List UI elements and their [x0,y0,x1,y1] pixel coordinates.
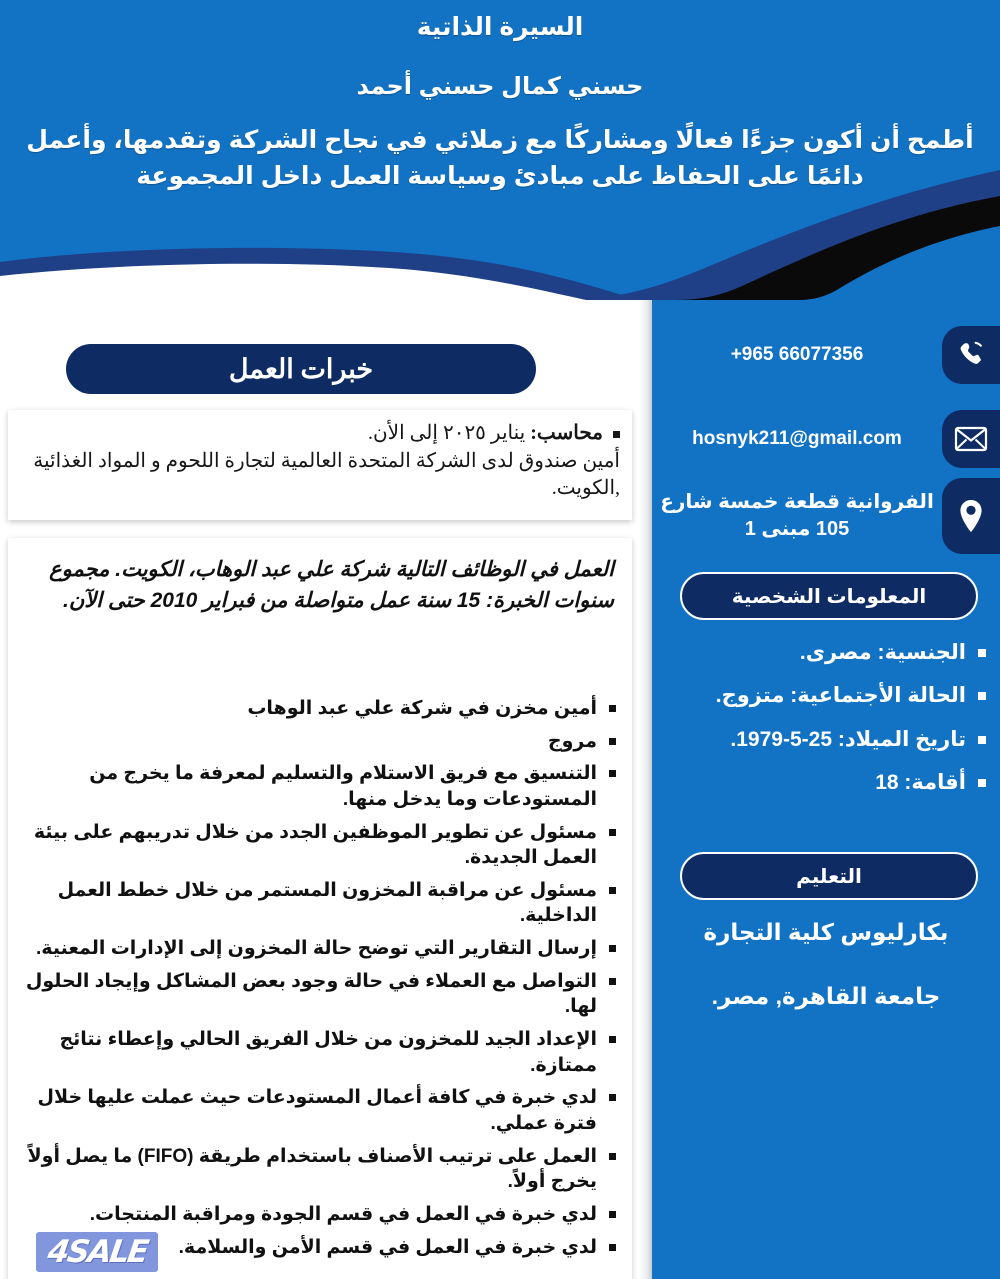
current-role-period: يناير ٢٠٢٥ إلى الأن. [367,422,526,444]
bullet-square [609,1153,616,1160]
bullet-square [978,649,986,657]
education-list [652,916,1000,1012]
experience-heading: خبرات العمل [66,344,536,394]
bullet-square [609,738,616,745]
personal-info-birthdate: تاريخ الميلاد: 25-5-1979. [730,727,966,751]
list-item [666,681,986,710]
list-item: إرسال التقارير التي توضح حالة المخزون إلى الإدارات المعنية. [10,936,616,962]
list-item: التنسيق مع فريق الاستلام والتسليم لمعرفة ما يخرج من المستودعات وما يدخل منها. [10,761,616,812]
list-item: مروج [10,729,616,755]
list-item: العمل على ترتيب الأصناف باستخدام طريقة (FIFO) ما يصل أولاً يخرج أولاً. [10,1144,616,1195]
bullet-square [613,431,620,438]
career-objective: أطمح أن أكون جزءًا فعالًا ومشاركًا مع زملائي في نجاح الشركة وتقدمها، وأعمل دائمًا على الحفاظ على مبادئ وسياسة العمل داخل المجموعة [26,126,974,190]
bullet-square [609,1036,616,1043]
bullet-square [609,770,616,777]
current-role-title: محاسب: [530,422,603,444]
list-item: مسئول عن مراقبة المخزون المستمر من خلال خطط العمل الداخلية. [10,878,616,929]
list-item [666,725,986,754]
watermark-label: 4SALE [45,1234,149,1270]
personal-info-nationality: الجنسية: مصرى. [799,641,966,664]
contact-row-address[interactable] [652,478,1000,554]
contact-row-email[interactable] [652,410,1000,468]
education-degree: بكارليوس كلية التجارة [703,919,949,945]
contact-row-phone[interactable] [652,326,1000,384]
bullet-square [609,1211,616,1218]
list-item: التواصل مع العملاء في حالة وجود بعض المشاكل وإيجاد الحلول لها. [10,969,616,1020]
bullet-square [609,1094,616,1101]
duties-list [10,696,616,1267]
list-item: مسئول عن تطوير الموظفين الجدد من خلال تدريبهم على بيئة العمل الجديدة. [10,820,616,871]
bullet-square [609,1244,616,1251]
bullet-square [609,705,616,712]
list-item [666,638,986,667]
bullet-square [978,736,986,744]
education-university: جامعة القاهرة, مصر. [711,983,941,1010]
phone-icon [942,326,1000,384]
current-role-description: أمين صندوق لدى الشركة المتحدة العالمية لتجارة اللحوم و المواد الغذائية ,الكويت. [33,449,620,500]
main-content [0,300,640,1279]
bullet-square [609,829,616,836]
education-heading: التعليم [680,852,978,900]
list-item: لدي خبرة في كافة أعمال المستودعات حيث عملت عليها خلال فترة عملي. [10,1085,616,1136]
phone-number: +965 66077356 [730,344,864,366]
bullet-square [609,945,616,952]
column-divider [638,300,652,1279]
candidate-name: حسني كمال حسني أحمد [356,73,644,100]
experience-summary: العمل في الوظائف التالية شركة علي عبد الوهاب، الكويت. مجموع سنوات الخبرة: 15 سنة عمل متواصلة من فبراير 2010 حتى الآن. [49,558,614,613]
current-role-title-line [14,420,620,448]
4sale-watermark [36,1232,158,1272]
personal-info-list [652,638,1000,812]
personal-info-residency: أقامة: 18 [875,771,966,795]
list-item: لدي خبرة في العمل في قسم الجودة ومراقبة المنتجات. [10,1202,616,1228]
bullet-square [609,887,616,894]
personal-info-heading: المعلومات الشخصية [680,572,978,620]
current-role-entry [14,420,620,503]
email-icon [942,410,1000,468]
cv-title: السيرة الذاتية [416,13,584,41]
location-icon [942,478,1000,554]
header-text-block [0,0,1000,194]
list-item: أمين مخزن في شركة علي عبد الوهاب [10,696,616,722]
personal-info-marital-status: الحالة الأجتماعية: متزوج. [715,684,966,708]
list-item: الإعداد الجيد للمخزون من خلال الفريق الحالي وإعطاء نتائج ممتازة. [10,1027,616,1078]
address-value: الفروانية قطعة خمسة شارع 105 مبنى 1 [660,491,934,540]
list-item [666,768,986,797]
contact-sidebar [652,300,1000,1279]
email-address: hosnyk211@gmail.com [692,428,902,450]
list-item: لدي خبرة في العمل في قسم الأمن والسلامة. [10,1235,616,1261]
bullet-square [609,978,616,985]
bullet-square [978,692,986,700]
cv-header [0,0,1000,300]
bullet-square [978,779,986,787]
